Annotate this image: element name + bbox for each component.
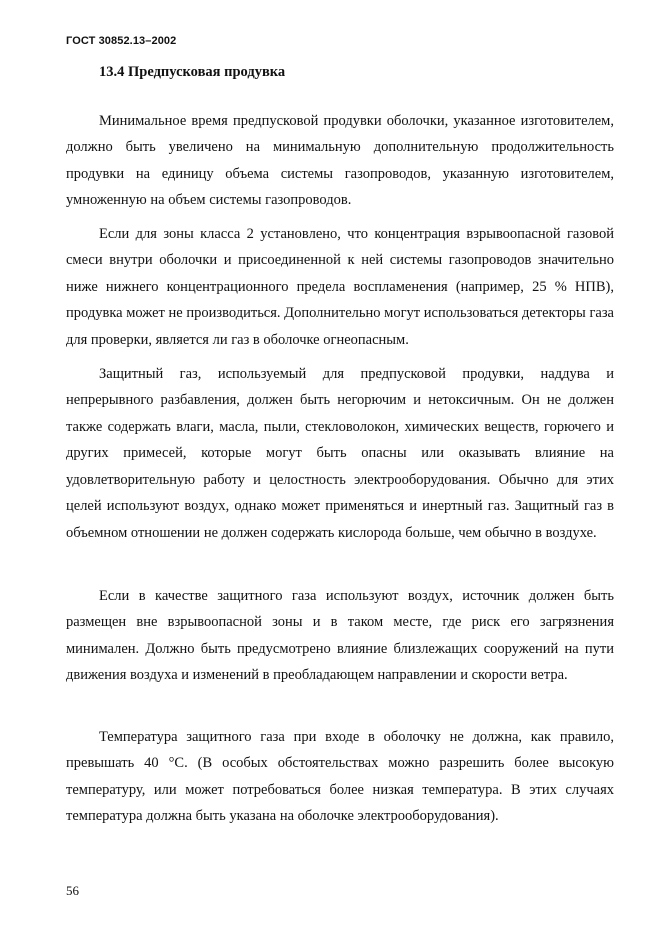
document-standard-header: ГОСТ 30852.13–2002 xyxy=(66,35,177,47)
paragraph-zone-class-2: Если для зоны класса 2 установлено, что концентрация взрывоопасной газовой смеси внутри оболочки и присоединенной к ней системы газопроводов значительно ниже нижнего концентрационного предела воспламенения (например, 25 % НПВ), продувка может не производиться. Дополнительно могут использоваться детекторы газа для проверки, является ли газ в оболочке огнеопасным. xyxy=(66,225,614,348)
section-heading: 13.4 Предпусковая продувка xyxy=(99,64,286,80)
page-number: 56 xyxy=(66,883,79,898)
paragraph-purge-time: Минимальное время предпусковой продувки оболочки, указанное изготовителем, должно быть увеличено на минимальную дополнительную продолжительность продувки на единицу объема системы газопроводов, указанную изготовителем, умноженную на объем системы газопроводов. xyxy=(66,112,614,208)
paragraph-protective-gas: Защитный газ, используемый для предпусковой продувки, наддува и непрерывного разбавления, должен быть негорючим и нетоксичным. Он не должен также содержать влаги, масла, пыли, стекловолокон, химических веществ, горючего и других примесей, которые могут быть опасны или оказывать влияние на удовлетворительную работу и целостность электрооборудования. Обычно для этих целей используют воздух, однако может применяться и инертный газ. Защитный газ в объемном отношении не должен содержать кислорода больше, чем обычно в воздухе. xyxy=(66,365,614,541)
paragraph-gas-temperature: Температура защитного газа при входе в оболочку не должна, как правило, превышать 40 °С. (В особых обстоятельствах можно разрешить более высокую температуру, или может потребоваться более низкая температура. В этих случаях температура должна быть указана на оболочке электрооборудования). xyxy=(66,728,614,824)
paragraph-air-source: Если в качестве защитного газа используют воздух, источник должен быть размещен вне взрывоопасной зоны и в таком месте, где риск его загрязнения минимален. Должно быть предусмотрено влияние близлежащих сооружений на пути движения воздуха и изменений в преобладающем направлении и скорости ветра. xyxy=(66,587,614,683)
